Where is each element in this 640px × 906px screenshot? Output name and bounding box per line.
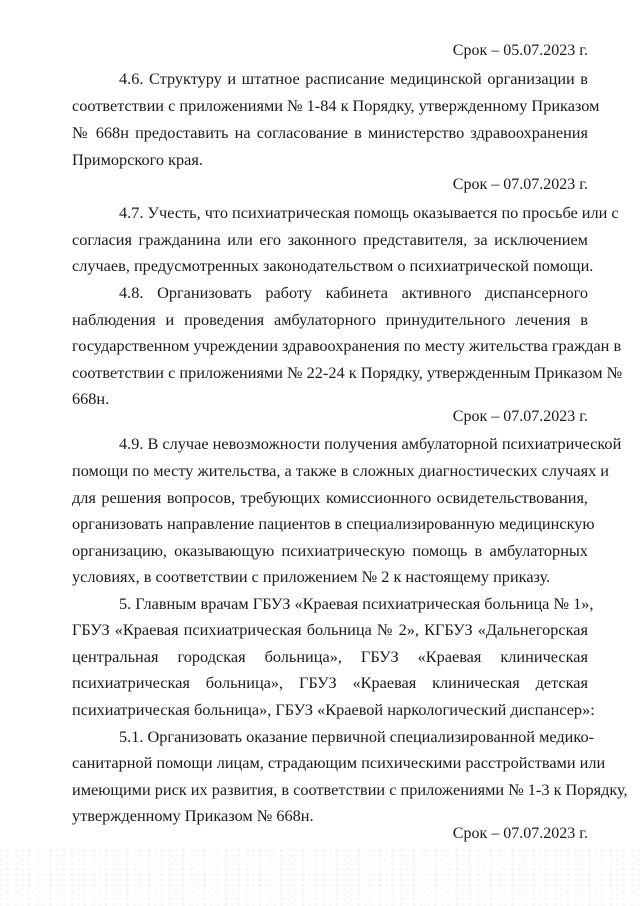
deadline-2: Срок – 07.07.2023 г. — [452, 176, 588, 193]
text-line: согласия гражданина или его законного представителя, за исключением — [72, 230, 588, 249]
text-line: психиатрическая больница», ГБУЗ «Краевой наркологический диспансер»: — [72, 700, 595, 719]
text-line: соответствии с приложениями № 1-84 к Порядку, утвержденному Приказом — [72, 96, 600, 115]
deadline-4: Срок – 07.07.2023 г. — [452, 825, 588, 842]
text-line: 5.1. Организовать оказание первичной специализированной медико- — [119, 727, 595, 746]
text-line: условиях, в соответствии с приложением № 2 к настоящему приказу. — [72, 567, 551, 586]
text-line: 5. Главным врачам ГБУЗ «Краевая психиатрическая больница № 1», — [119, 594, 594, 613]
text-line: государственном учреждении здравоохранения по месту жительства граждан в — [72, 336, 622, 355]
text-line: 4.8. Организовать работу кабинета активного диспансерного — [119, 283, 588, 302]
text-line: № 668н предоставить на согласование в министерство здравоохранения — [72, 123, 588, 142]
text-line: ГБУЗ «Краевая психиатрическая больница № 2», КГБУЗ «Дальнегорская — [72, 620, 588, 639]
text-line: для решения вопросов, требующих комиссионного освидетельствования, — [72, 488, 588, 507]
text-line: имеющими риск их развития, в соответствии с приложениями № 1-3 к Порядку, — [72, 780, 628, 799]
text-line: 4.6. Структуру и штатное расписание медицинской организации в — [119, 69, 588, 88]
deadline-3: Срок – 07.07.2023 г. — [452, 408, 588, 425]
text-line: соответствии с приложениями № 22-24 к Порядку, утвержденным Приказом № — [72, 363, 623, 382]
text-line: помощи по месту жительства, а также в сложных диагностических случаях и — [72, 461, 609, 480]
text-line: наблюдения и проведения амбулаторного принудительного лечения в — [72, 310, 588, 329]
text-line: случаев, предусмотренных законодательством о психиатрической помощи. — [72, 256, 594, 275]
text-line: организацию, оказывающую психиатрическую помощь в амбулаторных — [72, 541, 588, 560]
text-line: центральная городская больница», ГБУЗ «Краевая клиническая — [72, 647, 588, 666]
text-line: 668н. — [72, 389, 110, 408]
text-line: 4.9. В случае невозможности получения амбулаторной психиатрической — [119, 434, 622, 453]
scan-noise — [0, 846, 640, 906]
text-line: психиатрическая больница», ГБУЗ «Краевая клиническая детская — [72, 673, 588, 692]
text-line: утвержденному Приказом № 668н. — [72, 806, 314, 825]
text-line: санитарной помощи лицам, страдающим психическими расстройствами или — [72, 753, 606, 772]
deadline-1: Срок – 05.07.2023 г. — [452, 42, 588, 59]
text-line: 4.7. Учесть, что психиатрическая помощь оказывается по просьбе или с — [119, 203, 619, 222]
text-line: организовать направление пациентов в специализированную медицинскую — [72, 514, 595, 533]
text-line: Приморского края. — [72, 150, 203, 169]
